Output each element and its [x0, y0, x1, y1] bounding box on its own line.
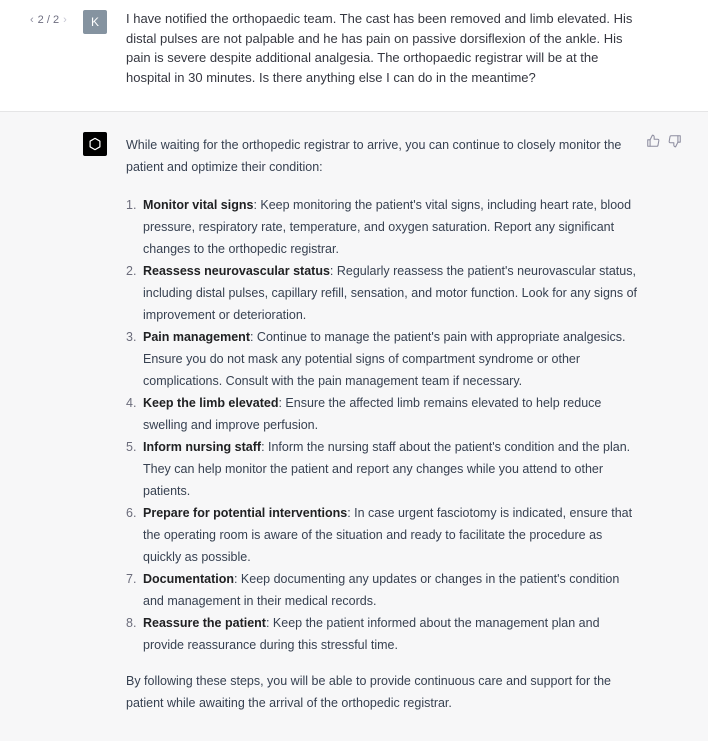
- response-intro: While waiting for the orthopedic registrar to arrive, you can continue to closely monitor the patient and optimize their condition:: [126, 138, 622, 174]
- list-item-title: Pain management: [143, 330, 250, 344]
- user-message: [0, 0, 708, 112]
- list-item: 5. Inform nursing staff: Inform the nursing staff about the patient's condition and the plan. They can help monitor the patient and report any changes while you attend to other patients.: [126, 440, 631, 498]
- list-item-text: : Keep documenting any updates or changes in the patient's condition and management in their medical records.: [143, 572, 620, 608]
- list-item-title: Reassure the patient: [143, 616, 266, 630]
- list-item-title: Keep the limb elevated: [143, 396, 279, 410]
- list-item-text: : Keep the patient informed about the management plan and provide reassurance during this stressful time.: [143, 616, 600, 652]
- feedback-buttons: [646, 134, 682, 148]
- list-item-text: : In case urgent fasciotomy is indicated, ensure that the operating room is aware of the situation and ready to facilitate the procedure as quickly as possible.: [143, 506, 633, 564]
- list-item-title: Inform nursing staff: [143, 440, 262, 454]
- list-item: 1. Monitor vital signs: Keep monitoring the patient's vital signs, including heart rate, blood pressure, respiratory rate, temperature, and oxygen saturation. Report any significant changes to the orthopedic registrar.: [126, 198, 632, 256]
- list-item-text: : Keep monitoring the patient's vital signs, including heart rate, blood pressure, respiratory rate, temperature, and oxygen saturation. Report any significant changes to the orthopedic registrar.: [143, 198, 632, 256]
- list-item-title: Documentation: [143, 572, 234, 586]
- pager-count: 2 / 2: [37, 14, 60, 26]
- user-avatar: K: [83, 10, 107, 34]
- list-item-title: Reassess neurovascular status: [143, 264, 330, 278]
- message-pager: [30, 14, 67, 26]
- next-response-button[interactable]: ›: [63, 14, 67, 26]
- response-outro: By following these steps, you will be able to provide continuous care and support for the patient while awaiting the arrival of the orthopedic registrar.: [126, 674, 612, 710]
- openai-logo-icon: [83, 132, 107, 156]
- list-item: 4. Keep the limb elevated: Ensure the affected limb remains elevated to help reduce swelling and improve perfusion.: [126, 396, 602, 432]
- list-item-text: : Regularly reassess the patient's neurovascular status, including distal pulses, capillary refill, sensation, and motor function. Look for any signs of improvement or deterioration.: [143, 264, 638, 322]
- recommendation-list: [126, 194, 642, 656]
- assistant-message-body: [126, 134, 642, 714]
- user-message-text: I have notified the orthopaedic team. The cast has been removed and limb elevated. His distal pulses are not palpable and he has pain on passive dorsiflexion of the ankle. His pain is severe despite additional analgesia. The orthopaedic registrar will be at the hospital in 30 minutes. Is there anything else I can do in the meantime?: [126, 11, 633, 85]
- thumbs-up-icon[interactable]: [646, 134, 660, 148]
- list-item-text: : Inform the nursing staff about the patient's condition and the plan. They can help monitor the patient and report any changes while you attend to other patients.: [143, 440, 631, 498]
- previous-response-button[interactable]: ‹: [30, 14, 34, 26]
- list-item: 7. Documentation: Keep documenting any updates or changes in the patient's condition and management in their medical records.: [126, 572, 620, 608]
- list-item: 6. Prepare for potential interventions: In case urgent fasciotomy is indicated, ensure that the operating room is aware of the situation and ready to facilitate the procedure as quickly as possible.: [126, 506, 633, 564]
- list-item-title: Monitor vital signs: [143, 198, 254, 212]
- list-item-text: : Ensure the affected limb remains elevated to help reduce swelling and improve perfusion.: [143, 396, 602, 432]
- list-item: 3. Pain management: Continue to manage the patient's pain with appropriate analgesics. Ensure you do not mask any potential signs of compartment syndrome or other complications. Consult with the pain management team if necessary.: [126, 330, 626, 388]
- thumbs-down-icon[interactable]: [668, 134, 682, 148]
- list-item: 2. Reassess neurovascular status: Regularly reassess the patient's neurovascular status, including distal pulses, capillary refill, sensation, and motor function. Look for any signs of improvement or deterioration.: [126, 264, 638, 322]
- list-item: 8. Reassure the patient: Keep the patient informed about the management plan and provide reassurance during this stressful time.: [126, 616, 600, 652]
- list-item-text: : Continue to manage the patient's pain with appropriate analgesics. Ensure you do not mask any potential signs of compartment syndrome or other complications. Consult with the pain management team if necessary.: [143, 330, 626, 388]
- assistant-message: [0, 112, 708, 741]
- list-item-title: Prepare for potential interventions: [143, 506, 348, 520]
